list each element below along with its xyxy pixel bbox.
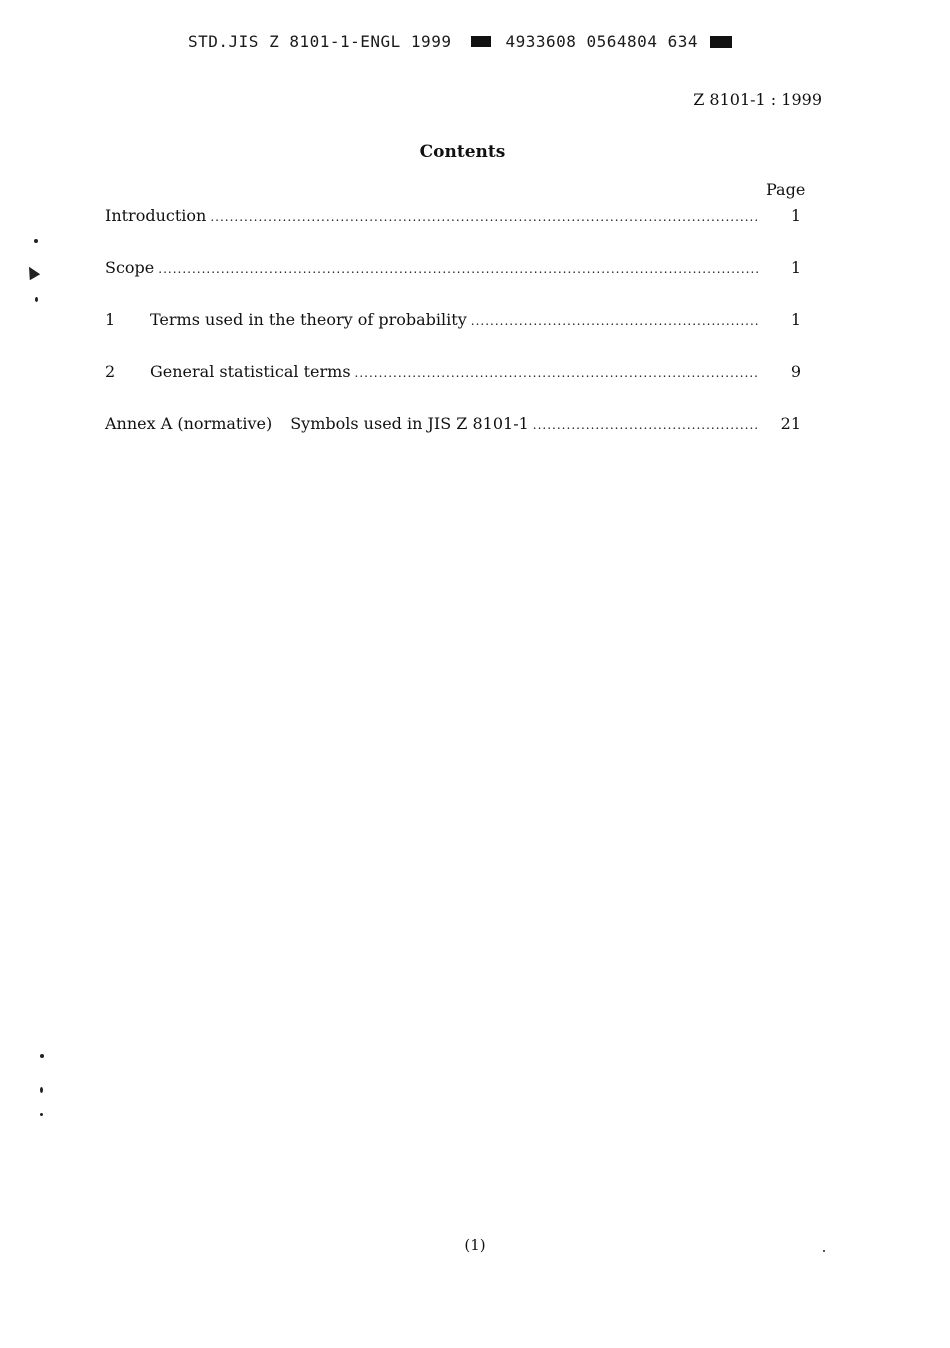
contents-title: Contents [419,142,506,162]
scan-speck-icon [35,297,38,302]
footer-page-number: (1) [464,1236,486,1254]
toc-entry-section-1[interactable] [105,310,801,362]
dot-leader [355,366,759,380]
dot-leader [471,314,759,328]
toc-entry-section-2[interactable] [105,362,801,414]
dot-leader [210,210,759,224]
toc-entry-page: 9 [790,362,801,381]
toc-entry-annex-a[interactable] [105,414,801,466]
toc-entry-label: General statistical terms [150,362,351,381]
scan-speck-icon [40,1087,43,1093]
margin-mark-icon [24,264,40,280]
scan-speck-icon [40,1113,43,1116]
toc-entry-page: 1 [790,258,801,277]
toc-entry-annex-label: Annex A (normative) [105,414,273,433]
scan-header-stamp [188,32,732,51]
page-column-label: Page [766,180,806,199]
toc-entry-number: 2 [105,362,116,381]
toc-entry-page: 1 [790,310,801,329]
toc-entry-label: Introduction [105,206,207,225]
toc-entry-label: Terms used in the theory of probability [150,310,467,329]
toc-entry-page: 21 [780,414,801,433]
dot-leader [533,418,759,432]
scan-speck-icon [823,1250,825,1252]
dot-leader [158,262,759,276]
toc-entry-scope[interactable] [105,258,801,310]
toc-entry-label: Scope [105,258,155,277]
scan-speck-icon [40,1054,44,1058]
toc-entry-page: 1 [790,206,801,225]
scan-header-text-right: 4933608 0564804 634 [505,32,698,51]
toc-entry-number: 1 [105,310,116,329]
scan-header-text-left: STD.JIS Z 8101-1-ENGL 1999 [188,32,452,51]
table-of-contents [105,206,801,466]
toc-entry-introduction[interactable] [105,206,801,258]
scan-speck-icon [34,239,38,243]
document-id: Z 8101-1 : 1999 [693,90,822,109]
barcode-block-end-icon [710,36,732,48]
toc-entry-label: Symbols used in JIS Z 8101-1 [290,414,529,433]
barcode-block-icon [471,36,491,47]
